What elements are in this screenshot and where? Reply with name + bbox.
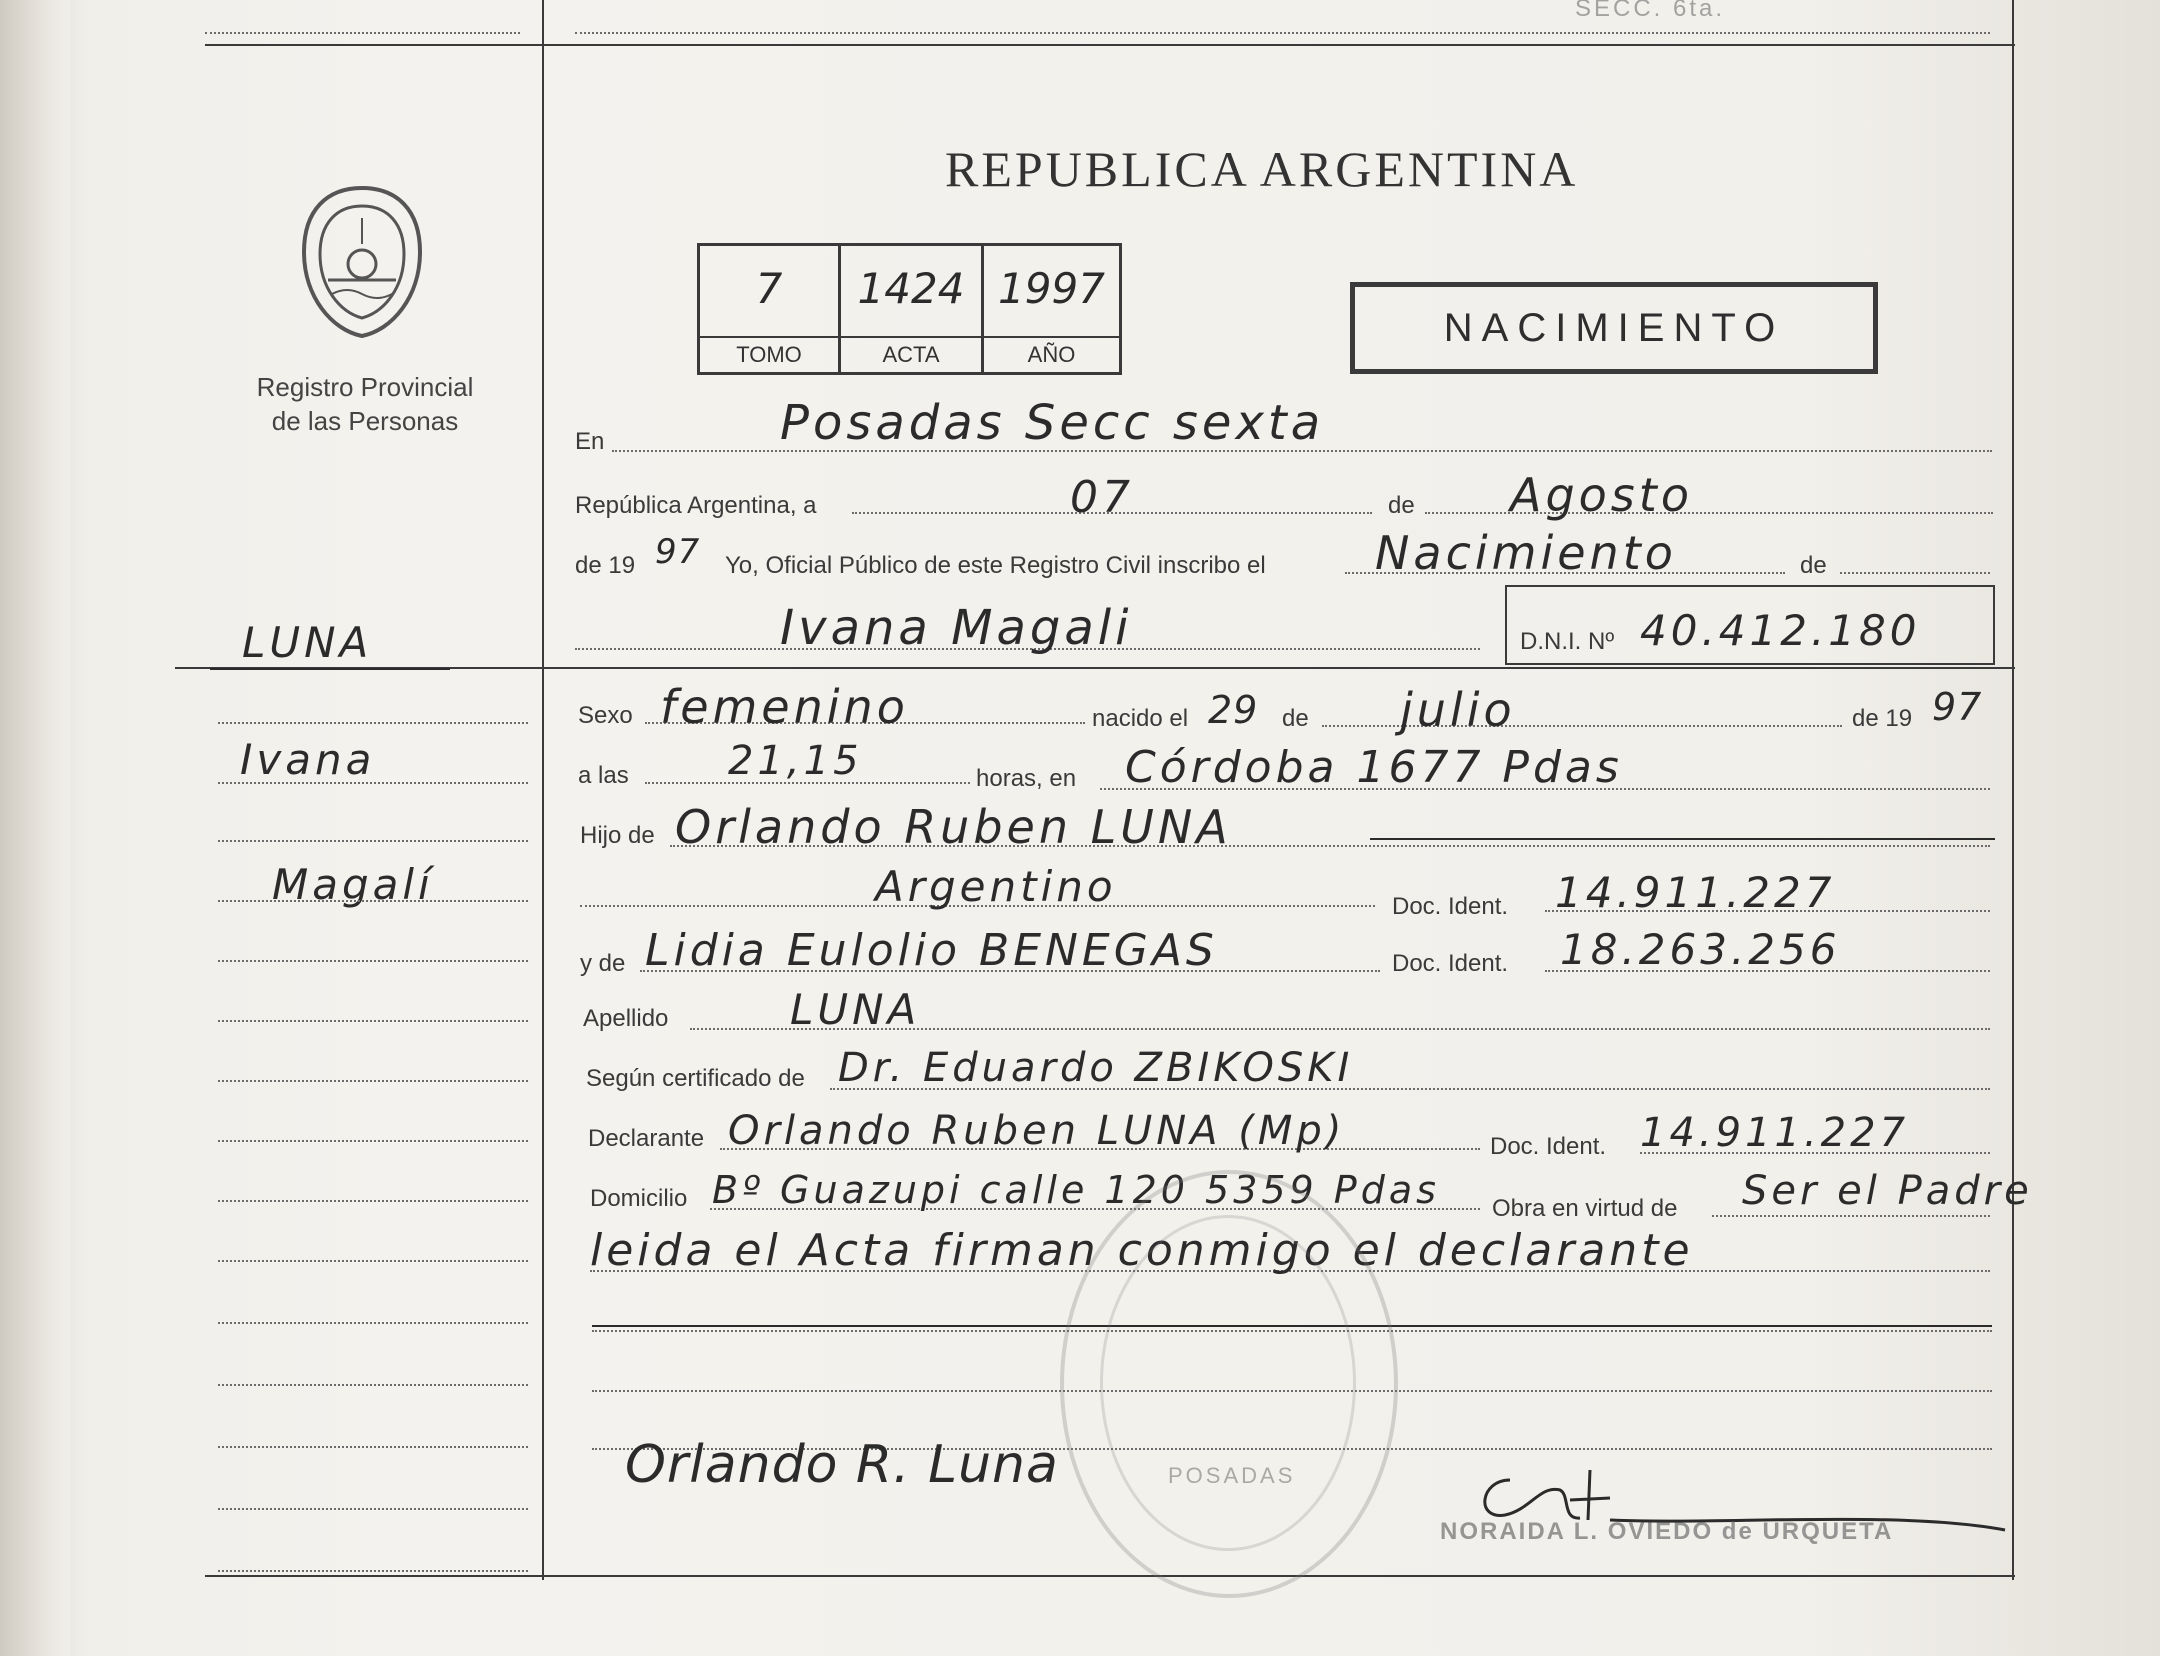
field-father: Orlando Ruben LUNA — [675, 800, 1232, 854]
margin-surname-underline — [210, 668, 450, 670]
label-en: En — [575, 428, 605, 455]
field-person-name: Ivana Magali — [780, 600, 1133, 656]
field-birth-month: julio — [1400, 683, 1516, 737]
top-stamp: SECC. 6ta. — [1575, 0, 1726, 22]
registry-line-1: Registro Provincial — [256, 372, 474, 402]
declarant-signature: Orlando R. Luna — [625, 1435, 1059, 1495]
tomo-value: 7 — [755, 264, 783, 313]
field-mother: Lidia Eulolio BENEGAS — [645, 925, 1218, 976]
field-father-fill-line — [1370, 838, 1995, 840]
label-doc-2: Doc. Ident. — [1392, 950, 1509, 977]
margin-dotted-line — [218, 1080, 528, 1082]
acta-cell — [841, 246, 984, 372]
label-de2: de — [1800, 552, 1827, 579]
misiones-coat-of-arms — [292, 182, 432, 342]
field-hour: 21,15 — [728, 738, 863, 784]
tomo-cell — [700, 246, 841, 372]
field-father-doc: 14.911.227 — [1555, 868, 1836, 917]
margin-dotted-line — [218, 840, 528, 842]
label-apellido: Apellido — [583, 1005, 669, 1032]
label-dni: D.N.I. Nº — [1520, 628, 1615, 655]
acta-label: ACTA — [841, 336, 981, 372]
label-de-19b: de 19 — [1852, 705, 1913, 732]
field-certificate: Dr. Eduardo ZBIKOSKI — [838, 1045, 1354, 1091]
frame-top-line — [205, 44, 2015, 46]
margin-dotted-line — [218, 722, 528, 724]
label-horas: horas, en — [976, 765, 1077, 792]
official-seal-inner — [1100, 1215, 1356, 1551]
tomo-label: TOMO — [700, 336, 838, 372]
label-declarante: Declarante — [588, 1125, 705, 1152]
label-doc-1: Doc. Ident. — [1392, 893, 1509, 920]
field-month: Agosto — [1510, 468, 1693, 522]
section-divider — [175, 667, 2015, 669]
label-de3: de — [1282, 705, 1309, 732]
margin-dotted-line — [218, 1200, 528, 1202]
record-type-box — [1350, 282, 1878, 374]
field-declarant-doc: 14.911.227 — [1640, 1110, 1910, 1156]
label-de-19: de 19 — [575, 552, 636, 579]
anio-value: 1997 — [998, 264, 1105, 313]
field-place: Posadas Secc sexta — [780, 395, 1325, 451]
field-domicile: Bº Guazupi calle 120 5359 Pdas — [712, 1168, 1440, 1212]
label-y-de: y de — [580, 950, 626, 977]
acta-value: 1424 — [857, 264, 965, 313]
field-dni: 40.412.180 — [1640, 606, 1921, 655]
record-type: NACIMIENTO — [1443, 305, 1785, 350]
margin-divider — [542, 0, 544, 1580]
margin-dotted-line — [218, 1446, 528, 1448]
margin-dotted-line — [205, 32, 520, 34]
field-closing: leida el Acta firman conmigo el declarante — [590, 1225, 1694, 1276]
margin-dotted-line — [218, 1570, 528, 1572]
field-act: Nacimiento — [1375, 526, 1677, 580]
field-day: 07 — [1070, 472, 1134, 523]
field-declarant: Orlando Ruben LUNA (Mp) — [728, 1108, 1346, 1154]
field-surname: LUNA — [790, 985, 921, 1034]
label-obra: Obra en virtud de — [1492, 1195, 1678, 1222]
field-sex: femenino — [660, 680, 909, 734]
seal-text: POSADAS — [1168, 1463, 1296, 1488]
dotted-line — [1712, 1215, 1990, 1217]
label-doc-3: Doc. Ident. — [1490, 1133, 1607, 1160]
label-nacido: nacido el — [1092, 705, 1189, 732]
registry-line-2: de las Personas — [271, 406, 459, 436]
anio-label: AÑO — [984, 336, 1119, 372]
frame-bottom-line — [205, 1575, 2015, 1577]
margin-dotted-line — [218, 1140, 528, 1142]
field-birth-day: 29 — [1208, 688, 1259, 732]
anio-cell — [984, 246, 1119, 372]
frame-right-line — [2012, 0, 2014, 1580]
field-year-suffix: 97 — [655, 532, 701, 572]
register-table — [697, 243, 1122, 375]
margin-name-2: Magalí — [272, 860, 434, 909]
country-title: REPUBLICA ARGENTINA — [945, 141, 1579, 197]
margin-dotted-line — [218, 900, 528, 902]
field-birth-address: Córdoba 1677 Pdas — [1125, 742, 1623, 793]
registry-name — [230, 370, 500, 438]
field-birth-year-suffix: 97 — [1932, 685, 1983, 729]
label-domicilio: Domicilio — [590, 1185, 688, 1212]
label-de: de — [1388, 492, 1415, 519]
label-sexo: Sexo — [578, 702, 633, 729]
field-obra: Ser el Padre — [1742, 1168, 2033, 1214]
body-dotted-line — [575, 32, 1990, 34]
margin-dotted-line — [218, 960, 528, 962]
label-hijo: Hijo de — [580, 822, 655, 849]
margin-dotted-line — [218, 1322, 528, 1324]
label-a-las: a las — [578, 762, 629, 789]
label-segun: Según certificado de — [586, 1065, 805, 1092]
dotted-line — [1840, 572, 1990, 574]
official-name-stamp: NORAIDA L. OVIEDO de URQUETA — [1440, 1518, 1894, 1545]
field-mother-doc: 18.263.256 — [1560, 925, 1841, 974]
margin-dotted-line — [218, 1384, 528, 1386]
margin-name-1: Ivana — [240, 735, 376, 784]
label-yo: Yo, Oficial Público de este Registro Civil inscribo el — [725, 552, 1266, 579]
margin-dotted-line — [218, 1020, 528, 1022]
margin-dotted-line — [218, 1508, 528, 1510]
margin-dotted-line — [218, 782, 528, 784]
margin-dotted-line — [218, 1260, 528, 1262]
field-father-nationality: Argentino — [875, 862, 1117, 911]
book-binding — [0, 0, 70, 1656]
margin-surname: LUNA — [242, 618, 373, 667]
label-republica: República Argentina, a — [575, 492, 817, 519]
